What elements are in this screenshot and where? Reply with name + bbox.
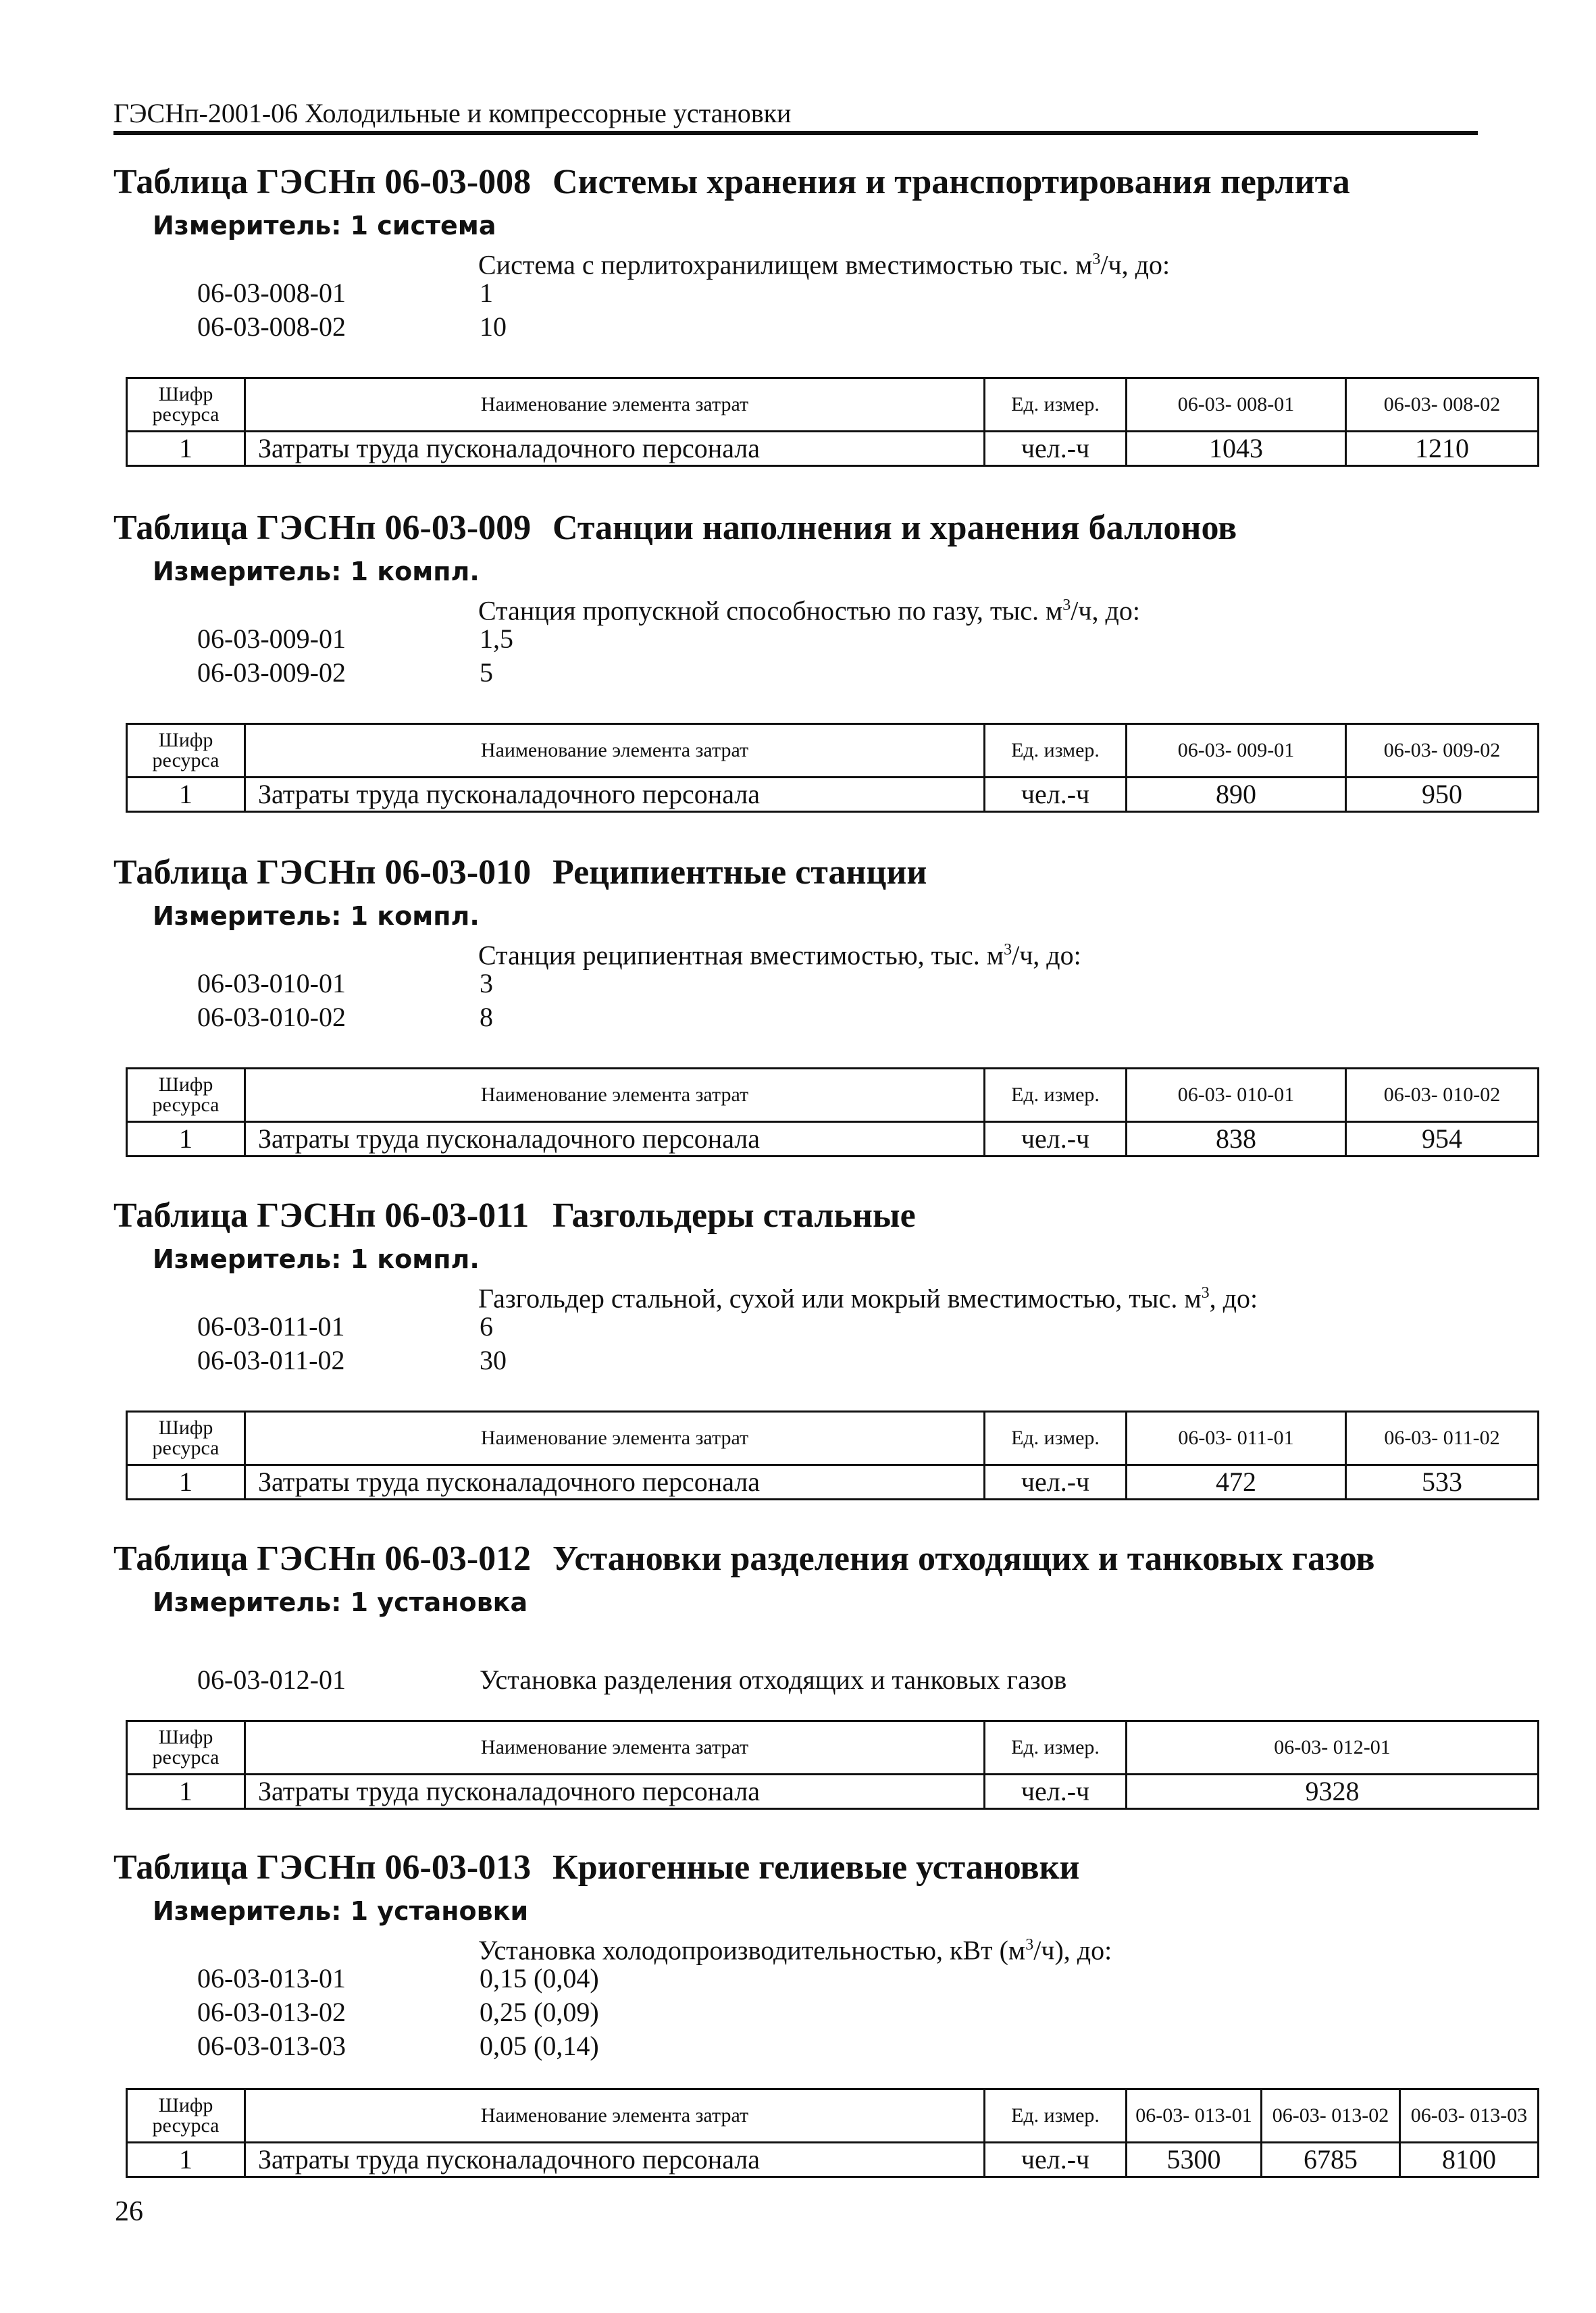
header-cost-element: Наименование элемента затрат xyxy=(245,2089,985,2143)
variant-row xyxy=(197,967,493,1000)
cell-resource: 1 xyxy=(127,432,245,466)
header-cost-element: Наименование элемента затрат xyxy=(245,378,985,432)
cell-resource: 1 xyxy=(127,1122,245,1156)
parameter-title xyxy=(478,589,1140,627)
section-code: Таблица ГЭСНп 06-03-012 xyxy=(113,1540,532,1578)
section-code: Таблица ГЭСНп 06-03-011 xyxy=(113,1196,530,1235)
header-norm-code: 06-03- 013-02 xyxy=(1262,2089,1400,2143)
variant-code: 06-03-011-02 xyxy=(197,1345,345,1375)
section-name: Системы хранения и транспортирования перлита xyxy=(552,163,1350,201)
variant-value: 0,25 (0,09) xyxy=(480,1997,599,2027)
parameter-suffix: , до: xyxy=(1209,1283,1258,1314)
cell-unit: чел.-ч xyxy=(985,778,1127,812)
variant-row xyxy=(197,1344,507,1377)
parameter-superscript: 3 xyxy=(1092,251,1101,268)
section-name: Реципиентные станции xyxy=(552,853,927,892)
section-title xyxy=(113,508,1237,549)
section-code: Таблица ГЭСНп 06-03-009 xyxy=(113,509,532,547)
cost-table xyxy=(126,2088,1539,2178)
table-header-row xyxy=(127,378,1539,432)
parameter-superscript: 3 xyxy=(1062,596,1071,614)
table-row xyxy=(127,1122,1539,1156)
cell-unit: чел.-ч xyxy=(985,1775,1127,1809)
table-header-row xyxy=(127,2089,1539,2143)
header-norm-code: 06-03- 009-02 xyxy=(1346,724,1539,778)
variant-row xyxy=(197,2030,599,2062)
variant-row xyxy=(197,1311,493,1343)
table-header-row xyxy=(127,1412,1539,1465)
variant-code: 06-03-009-02 xyxy=(197,657,346,688)
variant-row xyxy=(197,1962,599,1995)
variant-value: 1 xyxy=(480,278,493,308)
cell-cost-name: Затраты труда пусконаладочного персонала xyxy=(245,1465,985,1500)
table-header-row xyxy=(127,724,1539,778)
cell-value: 472 xyxy=(1127,1465,1346,1500)
cell-unit: чел.-ч xyxy=(985,1122,1127,1156)
header-norm-code: 06-03- 012-01 xyxy=(1127,1721,1539,1775)
variant-code: 06-03-009-01 xyxy=(197,624,346,654)
table-header-row xyxy=(127,1069,1539,1122)
table-row xyxy=(127,1775,1539,1809)
header-resource-code: Шифр ресурса xyxy=(127,2089,245,2143)
header-resource-code: Шифр ресурса xyxy=(127,724,245,778)
measure-unit: Измеритель: 1 компл. xyxy=(153,557,480,586)
section-code: Таблица ГЭСНп 06-03-013 xyxy=(113,1848,532,1887)
header-norm-code: 06-03- 008-02 xyxy=(1346,378,1539,432)
header-cost-element: Наименование элемента затрат xyxy=(245,1069,985,1122)
section-title xyxy=(113,162,1350,203)
cell-resource: 1 xyxy=(127,1465,245,1500)
header-norm-code: 06-03- 009-01 xyxy=(1127,724,1346,778)
parameter-text: Станция реципиентная вместимостью, тыс. м xyxy=(478,940,1004,971)
header-norm-code: 06-03- 010-01 xyxy=(1127,1069,1346,1122)
variant-value: 1,5 xyxy=(480,624,513,654)
cost-table xyxy=(126,1410,1539,1500)
table-row xyxy=(127,778,1539,812)
cell-value: 954 xyxy=(1346,1122,1539,1156)
cell-value: 1210 xyxy=(1346,432,1539,466)
variant-value: 0,15 (0,04) xyxy=(480,1963,599,1993)
cell-value: 1043 xyxy=(1127,432,1346,466)
cell-cost-name: Затраты труда пусконаладочного персонала xyxy=(245,1122,985,1156)
cost-table xyxy=(126,1720,1539,1810)
variant-code: 06-03-010-01 xyxy=(197,968,346,998)
variant-code: 06-03-008-02 xyxy=(197,311,346,342)
variant-row xyxy=(197,311,507,343)
table-header-row xyxy=(127,1721,1539,1775)
cell-value: 533 xyxy=(1346,1465,1539,1500)
parameter-text: Система с перлитохранилищем вместимостью тыс. м xyxy=(478,249,1093,280)
variant-value: 8 xyxy=(480,1002,493,1032)
parameter-suffix: /ч, до: xyxy=(1100,249,1170,280)
cell-value: 950 xyxy=(1346,778,1539,812)
header-norm-code: 06-03- 013-01 xyxy=(1127,2089,1262,2143)
variant-value: 0,05 (0,14) xyxy=(480,2031,599,2061)
parameter-title xyxy=(478,1277,1258,1315)
cost-table xyxy=(126,377,1539,467)
section-name: Установки разделения отходящих и танковых газов xyxy=(552,1540,1375,1578)
section-title xyxy=(113,1196,916,1236)
variant-value: 5 xyxy=(480,657,493,688)
table-row xyxy=(127,2143,1539,2177)
cell-cost-name: Затраты труда пусконаладочного персонала xyxy=(245,1775,985,1809)
section-title xyxy=(113,853,927,893)
cell-unit: чел.-ч xyxy=(985,432,1127,466)
parameter-suffix: /ч), до: xyxy=(1033,1935,1112,1966)
running-header: ГЭСНп-2001-06 Холодильные и компрессорные установки xyxy=(113,97,1478,135)
measure-unit: Измеритель: 1 система xyxy=(153,211,496,240)
header-unit: Ед. измер. xyxy=(985,1721,1127,1775)
parameter-superscript: 3 xyxy=(1201,1284,1210,1302)
cell-resource: 1 xyxy=(127,778,245,812)
variant-value: Установка разделения отходящих и танковых газов xyxy=(480,1664,1067,1695)
section-title xyxy=(113,1848,1080,1888)
cell-value: 890 xyxy=(1127,778,1346,812)
measure-unit: Измеритель: 1 компл. xyxy=(153,901,480,931)
header-resource-code: Шифр ресурса xyxy=(127,1721,245,1775)
measure-unit: Измеритель: 1 компл. xyxy=(153,1244,480,1274)
cell-value: 838 xyxy=(1127,1122,1346,1156)
section-code: Таблица ГЭСНп 06-03-010 xyxy=(113,853,532,892)
header-norm-code: 06-03- 011-02 xyxy=(1346,1412,1539,1465)
parameter-superscript: 3 xyxy=(1025,1936,1034,1954)
cell-cost-name: Затраты труда пусконаладочного персонала xyxy=(245,2143,985,2177)
cell-value: 5300 xyxy=(1127,2143,1262,2177)
header-resource-code: Шифр ресурса xyxy=(127,1069,245,1122)
section-code: Таблица ГЭСНп 06-03-008 xyxy=(113,163,532,201)
parameter-suffix: /ч, до: xyxy=(1012,940,1081,971)
parameter-suffix: /ч, до: xyxy=(1071,595,1140,626)
header-unit: Ед. измер. xyxy=(985,378,1127,432)
parameter-text: Станция пропускной способностью по газу, тыс. м xyxy=(478,595,1063,626)
cost-table xyxy=(126,1067,1539,1157)
cell-resource: 1 xyxy=(127,2143,245,2177)
cell-unit: чел.-ч xyxy=(985,2143,1127,2177)
header-cost-element: Наименование элемента затрат xyxy=(245,724,985,778)
cell-unit: чел.-ч xyxy=(985,1465,1127,1500)
parameter-title xyxy=(478,1929,1112,1966)
header-unit: Ед. измер. xyxy=(985,2089,1127,2143)
page-number: 26 xyxy=(115,2196,143,2227)
header-norm-code: 06-03- 013-03 xyxy=(1400,2089,1539,2143)
table-row xyxy=(127,1465,1539,1500)
variant-code: 06-03-013-02 xyxy=(197,1997,346,2027)
header-norm-code: 06-03- 010-02 xyxy=(1346,1069,1539,1122)
cell-cost-name: Затраты труда пусконаладочного персонала xyxy=(245,432,985,466)
variant-code: 06-03-013-01 xyxy=(197,1963,346,1993)
parameter-title xyxy=(478,934,1081,971)
variant-value: 10 xyxy=(480,311,507,342)
variant-row xyxy=(197,1996,599,2029)
variant-value: 30 xyxy=(480,1345,507,1375)
header-norm-code: 06-03- 011-01 xyxy=(1127,1412,1346,1465)
variant-row xyxy=(197,623,513,655)
cell-value: 6785 xyxy=(1262,2143,1400,2177)
variant-code: 06-03-008-01 xyxy=(197,278,346,308)
variant-value: 3 xyxy=(480,968,493,998)
cell-value: 9328 xyxy=(1127,1775,1539,1809)
cost-table xyxy=(126,723,1539,813)
cell-resource: 1 xyxy=(127,1775,245,1809)
section-name: Станции наполнения и хранения баллонов xyxy=(552,509,1237,547)
header-unit: Ед. измер. xyxy=(985,1412,1127,1465)
header-resource-code: Шифр ресурса xyxy=(127,378,245,432)
section-name: Криогенные гелиевые установки xyxy=(552,1848,1080,1887)
variant-row xyxy=(197,1001,493,1034)
cell-value: 8100 xyxy=(1400,2143,1539,2177)
variant-code: 06-03-011-01 xyxy=(197,1311,345,1342)
variant-row xyxy=(197,657,493,689)
parameter-text: Установка холодопроизводительностью, кВт (м xyxy=(478,1935,1026,1966)
variant-value: 6 xyxy=(480,1311,493,1342)
variant-row xyxy=(197,277,493,309)
header-resource-code: Шифр ресурса xyxy=(127,1412,245,1465)
parameter-title xyxy=(478,243,1170,281)
header-norm-code: 06-03- 008-01 xyxy=(1127,378,1346,432)
header-cost-element: Наименование элемента затрат xyxy=(245,1412,985,1465)
header-unit: Ед. измер. xyxy=(985,724,1127,778)
variant-code: 06-03-010-02 xyxy=(197,1002,346,1032)
header-unit: Ед. измер. xyxy=(985,1069,1127,1122)
measure-unit: Измеритель: 1 установка xyxy=(153,1587,528,1617)
parameter-text: Газгольдер стальной, сухой или мокрый вместимостью, тыс. м xyxy=(478,1283,1202,1314)
parameter-superscript: 3 xyxy=(1004,941,1012,959)
variant-code: 06-03-012-01 xyxy=(197,1664,346,1695)
header-cost-element: Наименование элемента затрат xyxy=(245,1721,985,1775)
variant-code: 06-03-013-03 xyxy=(197,2031,346,2061)
section-name: Газгольдеры стальные xyxy=(552,1196,916,1235)
section-title xyxy=(113,1539,1374,1579)
measure-unit: Измеритель: 1 установки xyxy=(153,1896,529,1926)
cell-cost-name: Затраты труда пусконаладочного персонала xyxy=(245,778,985,812)
table-row xyxy=(127,432,1539,466)
variant-row xyxy=(197,1664,1066,1696)
